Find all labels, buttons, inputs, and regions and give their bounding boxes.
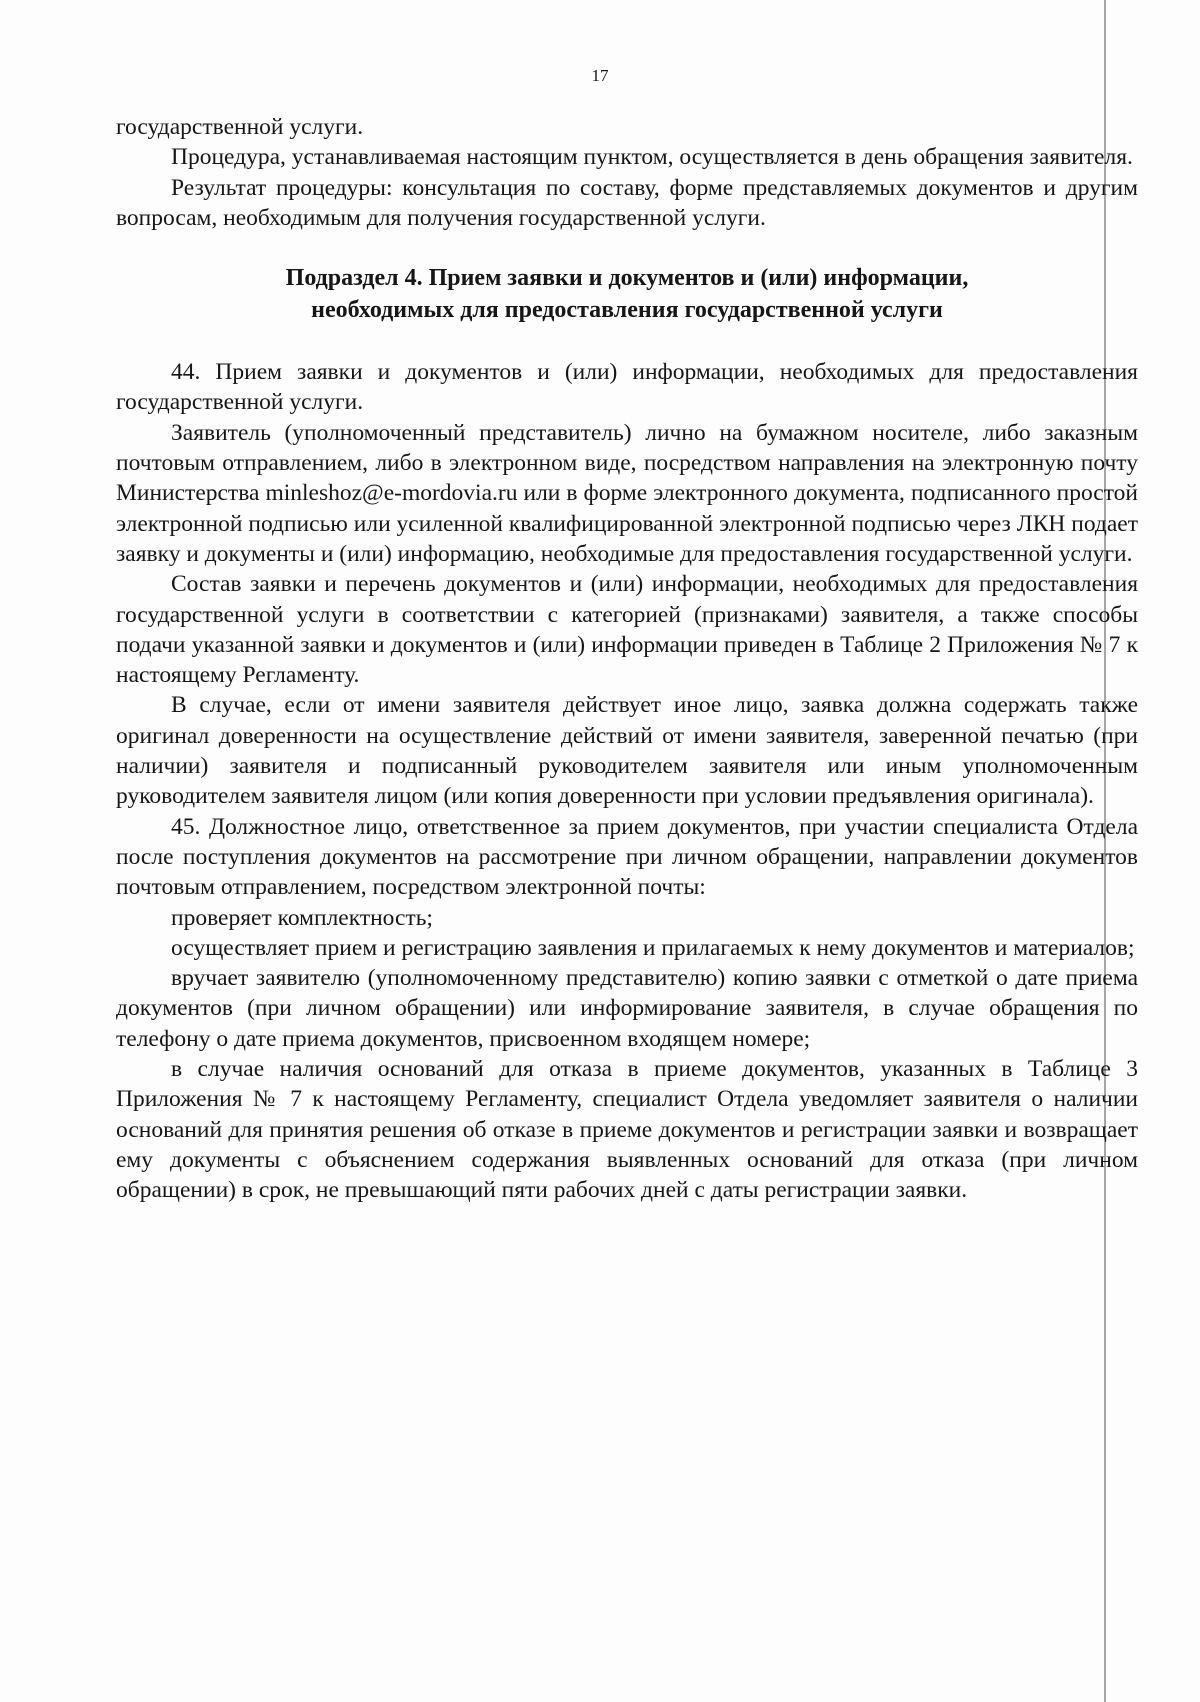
list-item-checks-completeness: проверяет комплектность;	[171, 904, 433, 931]
paragraph-applicant-submission: Заявитель (уполномоченный представитель) лично на бумажном носителе, либо заказным почтовым отправлением, либо в электронном виде, посредством направления на электронную почту Министерства minleshoz@e-mordovia.ru или в форме электронного документа, подписанного простой электронной подписью или усиленной квалифицированной электронной подписью через ЛКН подает заявку и документы и (или) информацию, необходимые для предоставления государственной услуги.	[116, 419, 1138, 567]
paragraph-45: 45. Должностное лицо, ответственное за прием документов, при участии специалиста Отдела после поступления документов на рассмотрение при личном обращении, направлении документов почтовым отправлением, посредством электронной почты:	[116, 813, 1138, 901]
paragraph-procedure: Процедура, устанавливаемая настоящим пунктом, осуществляется в день обращения заявителя.	[171, 144, 1133, 171]
section-heading-line-2: необходимых для предоставления государственной услуги	[311, 297, 943, 324]
paragraph-power-of-attorney: В случае, если от имени заявителя действует иное лицо, заявка должна содержать также оригинал доверенности на осуществление действий от имени заявителя, заверенной печатью (при наличии) заявителя и подписанный руководителем заявителя или иным уполномоченным руководителем заявителя лицом (или копия доверенности при условии предъявления оригинала).	[116, 692, 1138, 810]
paragraph-continuation: государственной услуги.	[116, 114, 364, 140]
section-heading	[116, 262, 1138, 326]
list-item-copy-handover: вручает заявителю (уполномоченному представителю) копию заявки с отметкой о дате приема документов (при личном обращении) или информирование заявителя, в случае обращения по телефону о дате приема документов, присвоенном входящем номере;	[116, 965, 1138, 1052]
paragraph-result: Результат процедуры: консультация по составу, форме представляемых документов и другим вопросам, необходимым для получения государственной услуги.	[116, 174, 1138, 231]
paragraph-application-contents: Состав заявки и перечень документов и (или) информации, необходимых для предоставления государственной услуги в соответствии с категорией (признаками) заявителя, а также способы подачи указанной заявки и документов и (или) информации приведен в Таблице 2 Приложения № 7 к настоящему Регламенту.	[116, 571, 1138, 689]
section-heading-line-1: Подраздел 4. Прием заявки и документов и (или) информации,	[285, 265, 969, 292]
paragraph-44: 44. Прием заявки и документов и (или) информации, необходимых для предоставления государственной услуги.	[116, 359, 1138, 416]
document-body	[116, 112, 1138, 1206]
page-number: 17	[591, 66, 609, 85]
list-item-refusal-grounds: в случае наличия оснований для отказа в приеме документов, указанных в Таблице 3 Приложения № 7 к настоящему Регламенту, специалист Отдела уведомляет заявителя о наличии оснований для принятия решения об отказе в приеме документов и регистрации заявки и возвращает ему документы с объяснением содержания выявленных оснований для отказа (при личном обращении) в срок, не превышающий пяти рабочих дней с даты регистрации заявки.	[116, 1056, 1138, 1204]
list-item-registration: осуществляет прием и регистрацию заявления и прилагаемых к нему документов и материалов;	[171, 934, 1135, 961]
